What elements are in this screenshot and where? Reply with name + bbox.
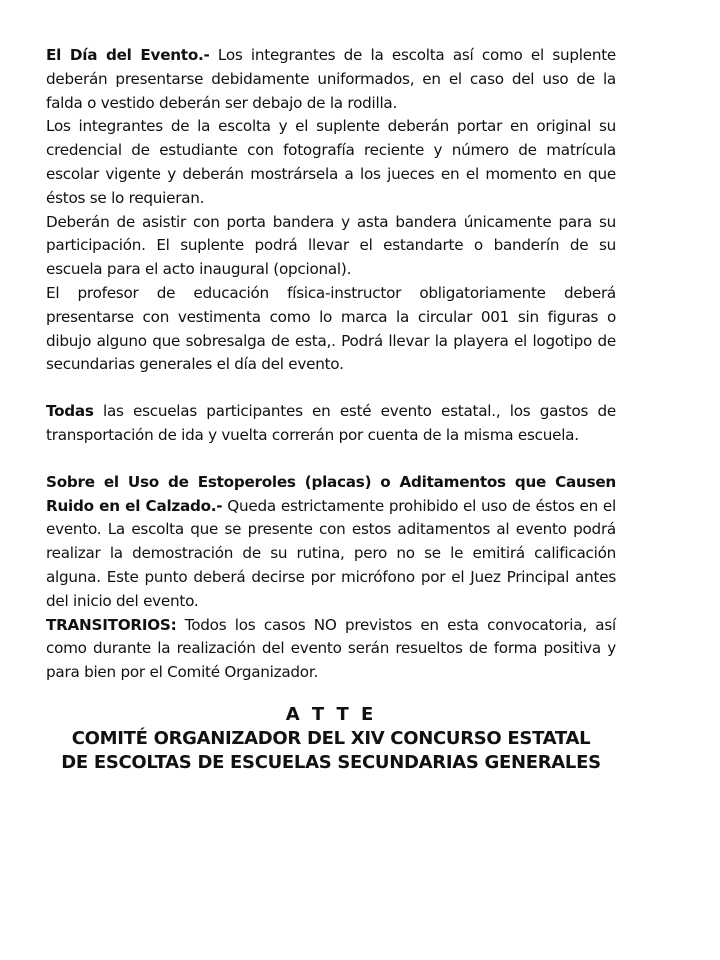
paragraph-instructor: El profesor de educación física-instructor obligatoriamente deberá presentarse con vestimenta como lo marca la circular 001 sin figuras o dibujo alguno que sobresalga de esta,. Podrá llevar la playera el logotipo de secundarias generales el día del evento. — [46, 283, 616, 374]
signature-line-1: COMITÉ ORGANIZADOR DEL XIV CONCURSO ESTATAL — [71, 727, 591, 749]
signature-line-2: DE ESCOLTAS DE ESCUELAS SECUNDARIAS GENERALES — [61, 751, 601, 773]
paragraph-transitory — [46, 614, 616, 685]
paragraph-text: las escuelas participantes en esté evento estatal., los gastos de transportación de ida y vuelta correrán por cuenta de la misma escuela. — [46, 402, 616, 444]
paragraph-heading: Sobre el Uso de Estoperoles (placas) o Aditamentos que Causen Ruido en el Calzado.- — [46, 472, 616, 515]
paragraph-studs — [46, 471, 616, 614]
paragraph-text: Todos los casos NO previstos en esta convocatoria, así como durante la realización del evento serán resueltos de forma positiva y para bien por el Comité Organizador. — [46, 615, 616, 682]
spacer — [46, 448, 616, 471]
paragraph-credentials: Los integrantes de la escolta y el suplente deberán portar en original su credencial de estudiante con fotografía reciente y número de matrícula escolar vigente y deberán mostrársela a los jueces en el momento en que éstos se lo requieran. — [46, 117, 616, 207]
paragraph-flag: Deberán de asistir con porta bandera y asta bandera únicamente para su participación. El suplente podrá llevar el estandarte o banderín de su escuela para el acto inaugural (opcional). — [46, 212, 616, 279]
signature-block — [46, 703, 616, 775]
document-page — [46, 44, 616, 775]
paragraph-transport — [46, 400, 616, 448]
paragraph-heading: El Día del Evento.- — [46, 46, 210, 64]
paragraph-event-day — [46, 44, 616, 115]
paragraph-heading: Todas — [46, 402, 94, 421]
paragraph-text: Queda estrictamente prohibido el uso de éstos en el evento. La escolta que se presente con estos aditamentos al evento podrá realizar la demostración de su rutina, pero no se le emitirá calificación alguna. Este punto deberá decirse por micrófono por el Juez Principal antes del inicio del evento. — [46, 496, 616, 610]
signature-atte: A T T E — [285, 703, 377, 725]
spacer — [46, 377, 616, 400]
paragraph-heading: TRANSITORIOS: — [46, 615, 177, 634]
paragraph-text: Los integrantes de la escolta así como el suplente deberán presentarse debidamente uniformados, en el caso del uso de la falda o vestido deberán ser debajo de la rodilla. — [46, 46, 616, 112]
